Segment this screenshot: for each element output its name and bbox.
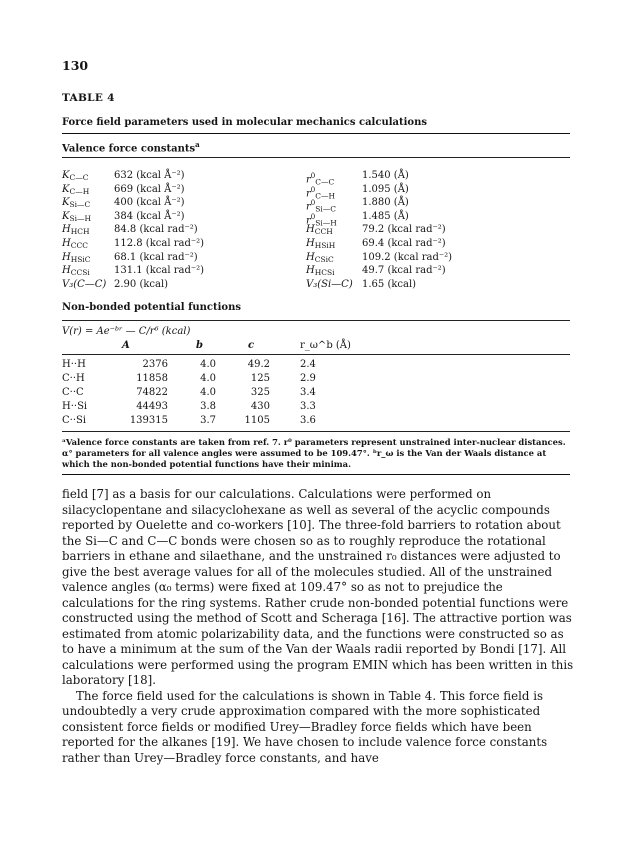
table-cell-pair: C··C: [62, 387, 84, 398]
table-cell-b: 4.0: [200, 373, 216, 384]
parameter-subscript: C—C: [315, 177, 335, 187]
valence-right-row: [306, 265, 446, 279]
parameter-symbol: V₃(C—C): [62, 278, 107, 290]
valence-section-title: Valence force constants$^a$: [62, 140, 200, 155]
parameter-value: 1.540 (Å): [362, 170, 409, 181]
valence-left-row: [62, 238, 205, 252]
table-cell-r: 3.4: [300, 387, 316, 398]
parameter-value: 84.8 (kcal rad⁻²): [114, 224, 198, 236]
valence-rule: [62, 157, 570, 158]
table-caption: Force field parameters used in molecular mechanics calculations: [62, 117, 427, 128]
parameter-symbol: $r^0_{C—H}$: [306, 185, 336, 200]
parameter-subscript: CSiC: [314, 254, 334, 264]
parameter-superscript: 0: [310, 185, 316, 194]
parameter-symbol: V₃(Si—C): [306, 278, 353, 290]
table-bottom-rule: [62, 431, 570, 432]
valence-right-row: [306, 224, 446, 238]
parameter-value: 1.65 (kcal): [362, 278, 417, 290]
parameter-value: 400 (kcal Å⁻²): [114, 197, 185, 209]
parameter-value: 109.2 (kcal rad⁻²): [362, 251, 453, 263]
parameter-symbol: $K_{Si—C}$: [62, 197, 91, 210]
table-cell-b: 4.0: [200, 387, 216, 398]
table-cell-r: 2.9: [300, 373, 316, 384]
parameter-symbol: $H_{CCC}$: [62, 238, 88, 250]
table-cell-pair: H··Si: [62, 401, 88, 412]
parameter-value: 1.880 (Å): [362, 197, 409, 209]
col-header-A: A: [122, 340, 130, 351]
parameter-superscript: 0: [310, 172, 316, 180]
valence-left-row: [62, 251, 198, 266]
parameter-symbol: $K_{Si—H}$: [62, 210, 92, 223]
parameter-symbol: $H_{CCSi}$: [62, 265, 90, 278]
table-cell-pair: C··H: [62, 373, 85, 384]
table-cell-r: 2.4: [300, 359, 316, 370]
nonbonded-formula: V(r) = Ae⁻ᵇʳ — C/r⁶ (kcal): [62, 326, 191, 337]
body-paragraph-2: The force field used for the calculations is shown in Table 4. This force field is undoubtedly a very crude approximation compared with the more sophisticated consistent force fields or modified Urey—Bradley force fields which have been reported for the alkanes [19]. We have chosen to include valence force constants rather than Urey—Bradley force constants, and have: [62, 688, 548, 765]
parameter-symbol: $r^0_{Si—H}$: [306, 212, 337, 228]
nonbonded-rule: [62, 320, 570, 321]
table-cell-r: 3.6: [300, 415, 316, 426]
parameter-subscript: C—H: [315, 190, 336, 200]
table-cell-pair: H··H: [62, 359, 86, 370]
parameter-symbol: $r^0_{C—C}$: [306, 172, 335, 187]
table-cell-r: 3.3: [300, 401, 316, 412]
table-cell-A: 74822: [136, 387, 168, 398]
valence-left-row: [62, 197, 185, 211]
table-cell-A: 11858: [136, 373, 168, 384]
table-cell-b: 3.7: [200, 415, 216, 426]
footnote-rule: [62, 474, 570, 475]
table-cell-pair: C··Si: [62, 415, 87, 426]
parameter-value: 49.7 (kcal rad⁻²): [362, 265, 446, 277]
valence-right-row: [306, 278, 417, 291]
parameter-value: 68.1 (kcal rad⁻²): [114, 251, 198, 263]
table-label: TABLE 4: [62, 92, 115, 104]
body-paragraph-1: field [7] as a basis for our calculations. Calculations were performed on silacyclopentane and silacyclohexane as well as several of the acyclic compounds reported by Ouelette and co-workers [10]. The three-fold barriers to rotation about the Si—C and C—C bonds were chosen so as to roughly reproduce the rotational barriers in ethane and silaethane, and the unstrained r₀ distances were adjusted to give the best average values for all of the molecules studied. All of the unstrained valence angles (α₀ terms) were fixed at 109.47° so as not to prejudice the calculations for the ring systems. Rather crude non-bonded potential functions were constructed using the method of Scott and Scheraga [16]. The attractive portion was estimated from atomic polarizability data, and the functions were constructed so as to have a minimum at the sum of the Van der Waals radii reported by Bondi [17]. All calculations were performed using the program EMIN which has been written in this laboratory [18].: [62, 487, 574, 687]
table-cell-c: 430: [250, 401, 270, 412]
parameter-value: 1.485 (Å): [362, 210, 409, 222]
valence-left-row: [62, 170, 185, 184]
parameter-subscript: Si—C: [315, 204, 337, 214]
page-number: 130: [62, 58, 89, 73]
parameter-value: 2.90 (kcal): [114, 278, 169, 290]
parameter-value: 69.4 (kcal rad⁻²): [362, 238, 446, 249]
valence-right-row: [306, 251, 453, 266]
col-header-c: c: [248, 340, 255, 351]
col-header-rw: r_ω^b (Å): [300, 340, 351, 351]
parameter-superscript: 0: [310, 199, 316, 208]
parameter-subscript: CCC: [70, 241, 88, 250]
table-cell-c: 325: [250, 387, 270, 398]
parameter-symbol: $K_{C—C}$: [62, 170, 89, 182]
col-header-b: b: [196, 340, 203, 351]
parameter-subscript: CCSi: [70, 268, 90, 278]
table-cell-A: 2376: [142, 359, 168, 370]
parameter-subscript: Si—H: [315, 218, 337, 228]
valence-left-row: [62, 278, 169, 291]
valence-left-row: [62, 183, 185, 198]
parameter-subscript: HSiC: [70, 254, 91, 264]
nonbonded-section-title: Non-bonded potential functions: [62, 302, 242, 313]
parameter-value: 384 (kcal Å⁻²): [114, 210, 185, 222]
valence-left-row: [62, 265, 205, 279]
table-cell-c: 125: [250, 373, 270, 384]
parameter-symbol: $H_{HSiC}$: [62, 251, 91, 264]
table-cell-A: 44493: [136, 401, 168, 412]
parameter-subscript: CCH: [314, 227, 333, 237]
parameter-value: 112.8 (kcal rad⁻²): [114, 238, 205, 249]
parameter-symbol: $r^0_{Si—C}$: [306, 199, 337, 214]
parameter-symbol: $H_{CSiC}$: [306, 251, 334, 264]
parameter-subscript: C—C: [69, 173, 89, 182]
parameter-symbol: $H_{HCH}$: [62, 224, 90, 237]
parameter-subscript: Si—H: [69, 213, 92, 223]
table-cell-b: 4.0: [200, 359, 216, 370]
parameter-symbol: $H_{HCSi}$: [306, 265, 335, 278]
parameter-value: 669 (kcal Å⁻²): [114, 183, 185, 195]
table-cell-c: 1105: [244, 415, 270, 426]
parameter-subscript: HCH: [70, 227, 90, 237]
parameter-subscript: HCSi: [314, 268, 335, 278]
body-text: [62, 487, 574, 766]
parameter-superscript: 0: [310, 212, 316, 221]
table-footnote: ᵃValence force constants are taken from ref. 7. r⁰ parameters represent unstrained inter-nuclear distances. α° parameters for all valence angles were assumed to be 109.47°. ᵇr_ω is the Van der Waals distance at which the non-bonded potential functions have their minima.: [62, 437, 566, 469]
parameter-symbol: $H_{HSiH}$: [306, 238, 336, 250]
parameter-value: 632 (kcal Å⁻²): [114, 170, 185, 181]
parameter-value: 131.1 (kcal rad⁻²): [114, 265, 205, 277]
parameter-value: 1.095 (Å): [362, 183, 409, 195]
valence-left-row: [62, 224, 198, 238]
table-cell-A: 139315: [129, 415, 168, 426]
parameter-symbol: $K_{C—H}$: [62, 183, 90, 196]
parameter-value: 79.2 (kcal rad⁻²): [362, 224, 446, 236]
table-cell-c: 49.2: [247, 359, 270, 370]
nonbonded-header-rule: [62, 354, 570, 355]
table-cell-b: 3.8: [200, 401, 216, 412]
parameter-subscript: Si—C: [69, 200, 91, 210]
table-top-rule: [62, 133, 570, 134]
parameter-symbol: $H_{CCH}$: [306, 224, 333, 237]
parameter-subscript: HSiH: [314, 241, 336, 250]
valence-right-row: [306, 238, 446, 252]
valence-left-row: [62, 210, 185, 225]
parameter-subscript: C—H: [69, 186, 90, 196]
